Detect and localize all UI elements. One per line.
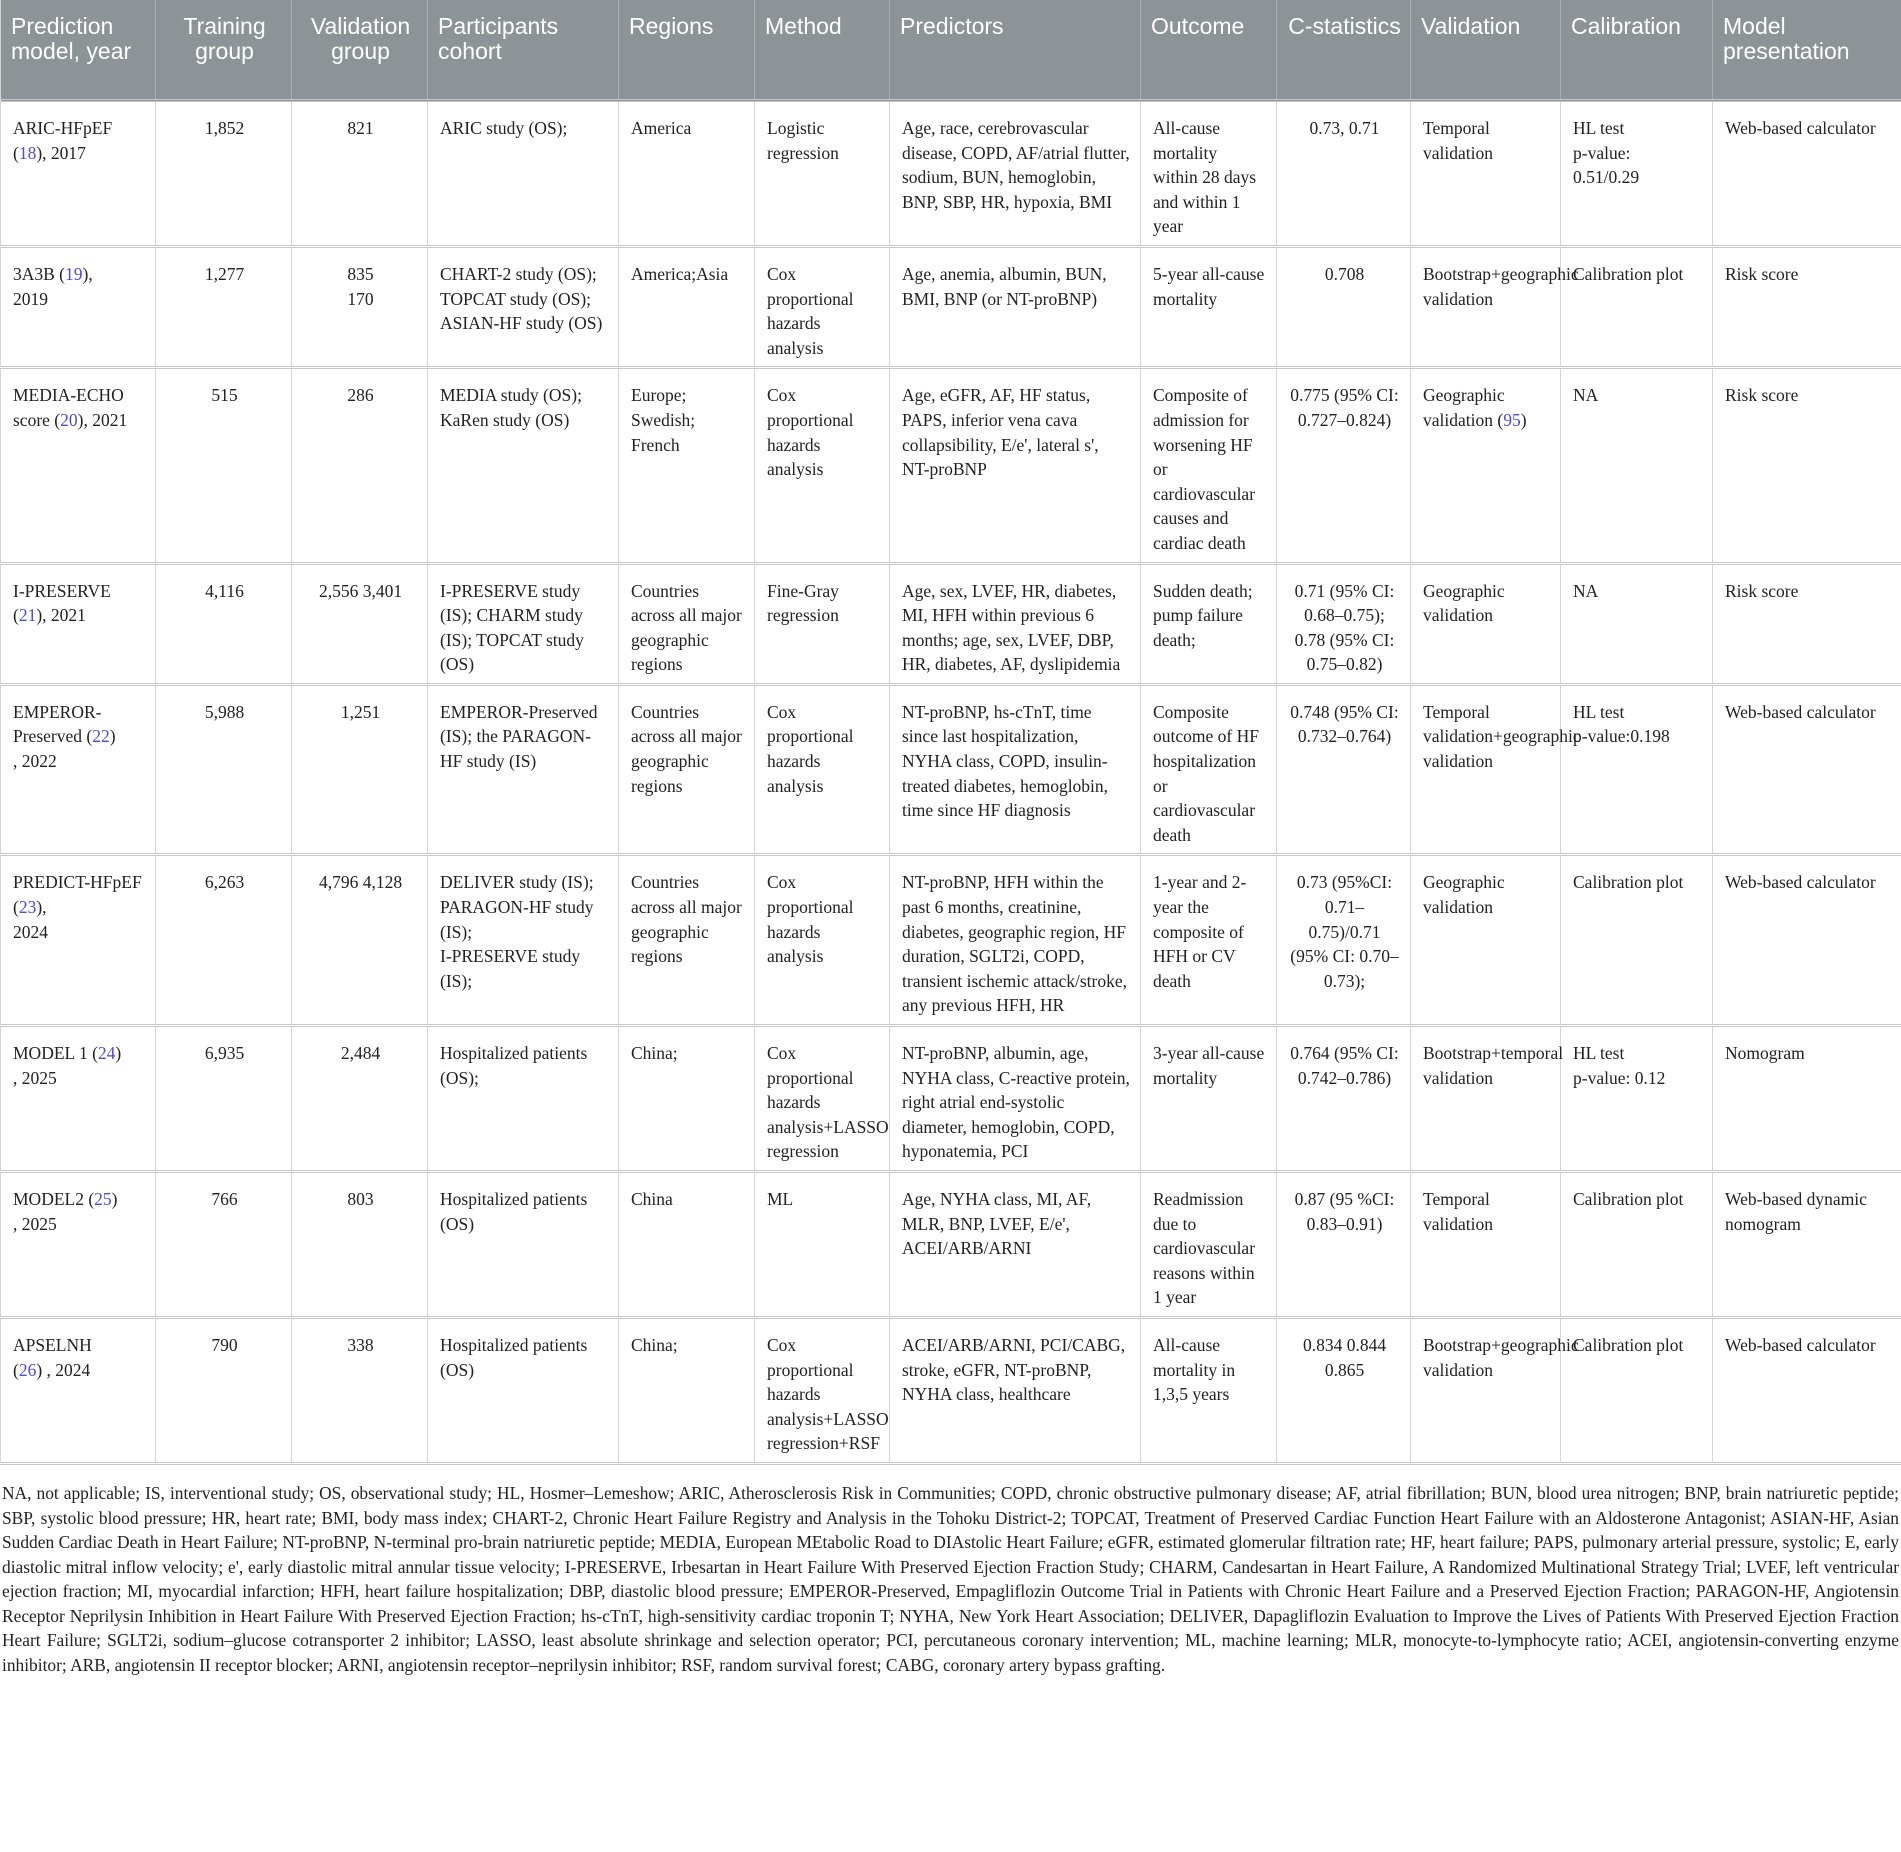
cell-predictors: Age, anemia, albumin, BUN, BMI, BNP (or NT-proBNP) bbox=[890, 246, 1141, 367]
cell-method: Cox proportional hazards analysis bbox=[755, 368, 890, 563]
cell-cstat: 0.775 (95% CI: 0.727–0.824) bbox=[1277, 368, 1411, 563]
table-row bbox=[1, 1171, 1901, 1317]
cell-validation-group: 803 bbox=[292, 1171, 428, 1317]
cell-regions: China bbox=[619, 1171, 755, 1317]
column-header: Validation bbox=[1411, 0, 1561, 101]
cell-regions: America bbox=[619, 101, 755, 247]
model-text: I-PRESERVE ( bbox=[13, 580, 111, 626]
cell-method: Cox proportional hazards analysis+LASSO regression bbox=[755, 1026, 890, 1172]
cell-calibration: NA bbox=[1561, 368, 1713, 563]
cell-validation-group: 835 170 bbox=[292, 246, 428, 367]
column-header: Calibration bbox=[1561, 0, 1713, 101]
cell-outcome: 5-year all-cause mortality bbox=[1141, 246, 1277, 367]
cell-validation-group: 2,556 3,401 bbox=[292, 563, 428, 684]
cell-validation bbox=[1411, 855, 1561, 1026]
cell-model bbox=[1, 684, 156, 855]
cell-training: 1,852 bbox=[156, 101, 292, 247]
cell-presentation: Web-based dynamic nomogram bbox=[1713, 1171, 1901, 1317]
cell-validation-group: 286 bbox=[292, 368, 428, 563]
validation-text: Bootstrap+temporal validation bbox=[1423, 1043, 1564, 1088]
cell-validation bbox=[1411, 1171, 1561, 1317]
cell-cstat: 0.73 (95%CI: 0.71–0.75)/0.71 (95% CI: 0.70–0.73); bbox=[1277, 855, 1411, 1026]
table-row bbox=[1, 368, 1901, 563]
cell-cohort: ARIC study (OS); bbox=[428, 101, 619, 247]
cell-presentation: Web-based calculator bbox=[1713, 684, 1901, 855]
cell-method: Logistic regression bbox=[755, 101, 890, 247]
reference-link[interactable]: 21 bbox=[18, 605, 37, 626]
cell-regions: China; bbox=[619, 1026, 755, 1172]
cell-predictors: Age, sex, LVEF, HR, diabetes, MI, HFH within previous 6 months; age, sex, LVEF, DBP, HR, diabetes, AF, dyslipidemia bbox=[890, 563, 1141, 684]
reference-link[interactable]: 19 bbox=[65, 263, 83, 284]
cell-calibration: NA bbox=[1561, 563, 1713, 684]
cell-regions: America;Asia bbox=[619, 246, 755, 367]
validation-text: Bootstrap+geographic validation bbox=[1423, 1334, 1579, 1380]
cell-validation bbox=[1411, 101, 1561, 247]
model-text: ), 2021 bbox=[36, 605, 86, 626]
model-text: 3A3B ( bbox=[13, 263, 66, 284]
model-text: ) , 2025 bbox=[13, 1043, 122, 1088]
cell-model bbox=[1, 1317, 156, 1463]
table-row bbox=[1, 563, 1901, 684]
cell-validation bbox=[1411, 246, 1579, 367]
reference-link[interactable]: 25 bbox=[94, 1188, 112, 1209]
cell-model bbox=[1, 1026, 156, 1172]
validation-text: Temporal validation bbox=[1423, 118, 1493, 163]
model-text: ) , 2022 bbox=[13, 726, 116, 772]
cell-validation bbox=[1411, 1026, 1564, 1172]
cell-training: 6,263 bbox=[156, 855, 292, 1026]
model-text: PREDICT-HFpEF ( bbox=[13, 872, 142, 918]
cell-validation bbox=[1411, 368, 1561, 563]
cell-training: 766 bbox=[156, 1171, 292, 1317]
cell-method: Cox proportional hazards analysis bbox=[755, 246, 890, 367]
cell-presentation: Risk score bbox=[1713, 563, 1901, 684]
column-header: C-statistics bbox=[1277, 0, 1411, 101]
model-text: ARIC-HFpEF ( bbox=[13, 118, 113, 163]
cell-cohort: DELIVER study (IS); PARAGON-HF study (IS); I-PRESERVE study (IS); bbox=[428, 855, 619, 1026]
column-header: Predictors bbox=[890, 0, 1141, 101]
table-header-row bbox=[1, 0, 1901, 101]
cell-presentation: Web-based calculator bbox=[1713, 101, 1901, 247]
model-text: ), 2021 bbox=[77, 409, 128, 430]
table-row bbox=[1, 855, 1901, 1026]
validation-text: Geographic validation ( bbox=[1423, 385, 1505, 430]
cell-calibration: HL test p-value: 0.12 bbox=[1561, 1026, 1713, 1172]
cell-calibration: HL test p-value:0.198 bbox=[1561, 684, 1713, 855]
table-row bbox=[1, 684, 1901, 855]
model-text: MEDIA-ECHO score ( bbox=[13, 385, 124, 430]
model-text: EMPEROR-Preserved ( bbox=[13, 701, 102, 747]
cell-model bbox=[1, 563, 156, 684]
cell-outcome: 1-year and 2-year the composite of HFH or CV death bbox=[1141, 855, 1277, 1026]
model-text: ) , 2024 bbox=[36, 1359, 91, 1380]
cell-calibration: HL test p-value: 0.51/0.29 bbox=[1561, 101, 1713, 247]
cell-presentation: Web-based calculator bbox=[1713, 855, 1901, 1026]
cell-method: Cox proportional hazards analysis bbox=[755, 684, 890, 855]
cell-validation-group: 2,484 bbox=[292, 1026, 428, 1172]
cell-predictors: Age, NYHA class, MI, AF, MLR, BNP, LVEF, E/e', ACEI/ARB/ARNI bbox=[890, 1171, 1141, 1317]
cell-calibration: Calibration plot bbox=[1561, 1317, 1713, 1463]
column-header: Regions bbox=[619, 0, 755, 101]
cell-predictors: NT-proBNP, HFH within the past 6 months, creatinine, diabetes, geographic region, HF duration, SGLT2i, COPD, transient ischemic attack/stroke, any previous HFH, HR bbox=[890, 855, 1141, 1026]
table-row bbox=[1, 101, 1901, 247]
validation-text: Geographic validation bbox=[1423, 872, 1505, 918]
cell-cstat: 0.708 bbox=[1277, 246, 1411, 367]
cell-cstat: 0.73, 0.71 bbox=[1277, 101, 1411, 247]
model-text: MODEL2 ( bbox=[13, 1188, 95, 1209]
cell-method: Fine-Gray regression bbox=[755, 563, 890, 684]
cell-presentation: Nomogram bbox=[1713, 1026, 1901, 1172]
cell-model bbox=[1, 246, 156, 367]
validation-text: Temporal validation+geographic validation bbox=[1423, 701, 1581, 772]
cell-training: 515 bbox=[156, 368, 292, 563]
validation-text: ) bbox=[1520, 409, 1527, 430]
reference-link[interactable]: 24 bbox=[97, 1043, 116, 1063]
reference-link[interactable]: 22 bbox=[92, 726, 110, 747]
column-header: Method bbox=[755, 0, 890, 101]
column-header: Prediction model, year bbox=[1, 0, 156, 101]
cell-predictors: Age, race, cerebrovascular disease, COPD, AF/atrial flutter, sodium, BUN, hemoglobin, BNP, SBP, HR, hypoxia, BMI bbox=[890, 101, 1141, 247]
table-row bbox=[1, 246, 1901, 367]
cell-regions: Countries across all major geographic regions bbox=[619, 855, 755, 1026]
cell-validation-group: 1,251 bbox=[292, 684, 428, 855]
column-header: Training group bbox=[156, 0, 292, 101]
column-header: Outcome bbox=[1141, 0, 1277, 101]
cell-calibration: Calibration plot bbox=[1561, 246, 1713, 367]
reference-link[interactable]: 95 bbox=[1503, 409, 1521, 430]
validation-text: Geographic validation bbox=[1423, 580, 1505, 626]
cell-outcome: All-cause mortality in 1,3,5 years bbox=[1141, 1317, 1277, 1463]
cell-predictors: NT-proBNP, hs-cTnT, time since last hospitalization, NYHA class, COPD, insulin-treated diabetes, hemoglobin, time since HF diagnosis bbox=[890, 684, 1141, 855]
cell-cstat: 0.834 0.844 0.865 bbox=[1277, 1317, 1411, 1463]
cell-cstat: 0.87 (95 %CI: 0.83–0.91) bbox=[1277, 1171, 1411, 1317]
reference-link[interactable]: 26 bbox=[18, 1359, 37, 1380]
cell-cohort: MEDIA study (OS); KaRen study (OS) bbox=[428, 368, 619, 563]
cell-model bbox=[1, 101, 156, 247]
cell-calibration: Calibration plot bbox=[1561, 855, 1713, 1026]
cell-cohort: Hospitalized patients (OS) bbox=[428, 1171, 619, 1317]
cell-validation bbox=[1411, 563, 1561, 684]
column-header: Participants cohort bbox=[428, 0, 619, 101]
cell-method: Cox proportional hazards analysis bbox=[755, 855, 890, 1026]
cell-cohort: CHART-2 study (OS); TOPCAT study (OS); ASIAN-HF study (OS) bbox=[428, 246, 619, 367]
cell-cstat: 0.764 (95% CI: 0.742–0.786) bbox=[1277, 1026, 1411, 1172]
reference-link[interactable]: 23 bbox=[18, 897, 37, 918]
reference-link[interactable]: 18 bbox=[18, 142, 37, 163]
cell-validation-group: 338 bbox=[292, 1317, 428, 1463]
cell-training: 4,116 bbox=[156, 563, 292, 684]
cell-outcome: Composite of admission for worsening HF or cardiovascular causes and cardiac death bbox=[1141, 368, 1277, 563]
cell-predictors: Age, eGFR, AF, HF status, PAPS, inferior vena cava collapsibility, E/e', lateral s', NT-proBNP bbox=[890, 368, 1141, 563]
model-text: ), 2017 bbox=[36, 142, 86, 163]
model-text: MODEL 1 ( bbox=[13, 1043, 98, 1063]
column-header: Model presentation bbox=[1713, 0, 1901, 101]
cell-training: 1,277 bbox=[156, 246, 292, 367]
cell-outcome: Sudden death; pump failure death; bbox=[1141, 563, 1277, 684]
cell-presentation: Risk score bbox=[1713, 246, 1901, 367]
cell-predictors: NT-proBNP, albumin, age, NYHA class, C-reactive protein, right atrial end-systolic diameter, hemoglobin, COPD, hyponatemia, PCI bbox=[890, 1026, 1141, 1172]
cell-outcome: 3-year all-cause mortality bbox=[1141, 1026, 1277, 1172]
validation-text: Temporal validation bbox=[1423, 1188, 1493, 1234]
cell-cstat: 0.71 (95% CI: 0.68–0.75); 0.78 (95% CI: 0.75–0.82) bbox=[1277, 563, 1411, 684]
model-text: ), 2024 bbox=[13, 897, 48, 942]
column-header: Validation group bbox=[292, 0, 428, 101]
cell-cstat: 0.748 (95% CI: 0.732–0.764) bbox=[1277, 684, 1411, 855]
cell-regions: Countries across all major geographic regions bbox=[619, 684, 755, 855]
cell-predictors: ACEI/ARB/ARNI, PCI/CABG, stroke, eGFR, NT-proBNP, NYHA class, healthcare bbox=[890, 1317, 1141, 1463]
cell-presentation: Web-based calculator bbox=[1713, 1317, 1901, 1463]
table-row bbox=[1, 1317, 1901, 1463]
cell-validation bbox=[1411, 1317, 1579, 1463]
cell-outcome: All-cause mortality within 28 days and within 1 year bbox=[1141, 101, 1277, 247]
cell-training: 5,988 bbox=[156, 684, 292, 855]
cell-training: 790 bbox=[156, 1317, 292, 1463]
cell-calibration: Calibration plot bbox=[1561, 1171, 1713, 1317]
cell-cohort: Hospitalized patients (OS); bbox=[428, 1026, 619, 1172]
cell-model bbox=[1, 368, 156, 563]
cell-cohort: EMPEROR-Preserved (IS); the PARAGON-HF study (IS) bbox=[428, 684, 619, 855]
table-footnote: NA, not applicable; IS, interventional study; OS, observational study; HL, Hosmer–Lemeshow; ARIC, Atherosclerosis Risk in Communities; COPD, chronic obstructive pulmonary disease; AF, atrial fibrillation; BUN, blood urea nitrogen; BNP, brain natriuretic peptide; SBP, systolic blood pressure; HR, heart rate; BMI, body mass index; CHART-2, Chronic Heart Failure Registry and Analysis in the Tohoku District-2; TOPCAT, Treatment of Preserved Cardiac Function Heart Failure with an Aldosterone Antagonist; ASIAN-HF, Asian Sudden Cardiac Death in Heart Failure; NT-proBNP, N-terminal pro-brain natriuretic peptide; MEDIA, European MEtabolic Road to DIAstolic Heart Failure; eGFR, estimated glomerular filtration rate; HF, heart failure; PAPS, pulmonary arterial pressure, systolic; E, early diastolic mitral inflow velocity; e', early diastolic mitral annular tissue velocity; I-PRESERVE, Irbesartan in Heart Failure With Preserved Ejection Fraction Study; CHARM, Candesartan in Heart Failure, A Randomized Multinational Strategy Trial; LVEF, left ventricular ejection fraction; MI, myocardial infarction; HFH, heart failure hospitalization; DBP, diastolic blood pressure; EMPEROR-Preserved, Empagliflozin Outcome Trial in Patients with Chronic Heart Failure and a Preserved Ejection Fraction; PARAGON-HF, Angiotensin Receptor Neprilysin Inhibition in Heart Failure With Preserved Ejection Fraction; hs-cTnT, high-sensitivity cardiac troponin T; NYHA, New York Heart Association; DELIVER, Dapagliflozin Evaluation to Improve the Lives of Patients With Preserved Ejection Fraction Heart Failure; SGLT2i, sodium–glucose cotransporter 2 inhibitor; LASSO, least absolute shrinkage and selection operator; PCI, percutaneous coronary intervention; ML, machine learning; MLR, monocyte-to-lymphocyte ratio; ACEI, angiotensin-converting enzyme inhibitor; ARB, angiotensin II receptor blocker; ARNI, angiotensin receptor–neprilysin inhibitor; RSF, random survival forest; CABG, coronary artery bypass grafting. bbox=[2, 1482, 1899, 1676]
cell-method: ML bbox=[755, 1171, 890, 1317]
cell-regions: China; bbox=[619, 1317, 755, 1463]
model-text: ), 2019 bbox=[13, 263, 93, 309]
table-row bbox=[1, 1026, 1901, 1172]
cell-presentation: Risk score bbox=[1713, 368, 1901, 563]
cell-model bbox=[1, 1171, 156, 1317]
cell-outcome: Readmission due to cardiovascular reasons within 1 year bbox=[1141, 1171, 1277, 1317]
cell-validation-group: 821 bbox=[292, 101, 428, 247]
cell-cohort: Hospitalized patients (OS) bbox=[428, 1317, 619, 1463]
cell-method: Cox proportional hazards analysis+LASSO regression+RSF bbox=[755, 1317, 890, 1463]
reference-link[interactable]: 20 bbox=[60, 409, 78, 430]
cell-validation bbox=[1411, 684, 1581, 855]
cell-validation-group: 4,796 4,128 bbox=[292, 855, 428, 1026]
model-text: ) , 2025 bbox=[13, 1188, 118, 1234]
cell-model bbox=[1, 855, 156, 1026]
cell-cohort: I-PRESERVE study (IS); CHARM study (IS); TOPCAT study (OS) bbox=[428, 563, 619, 684]
cell-training: 6,935 bbox=[156, 1026, 292, 1172]
cell-regions: Europe; Swedish; French bbox=[619, 368, 755, 563]
validation-text: Bootstrap+geographic validation bbox=[1423, 263, 1579, 309]
cell-outcome: Composite outcome of HF hospitalization or cardiovascular death bbox=[1141, 684, 1277, 855]
model-text: APSELNH ( bbox=[13, 1334, 92, 1380]
cell-regions: Countries across all major geographic regions bbox=[619, 563, 755, 684]
